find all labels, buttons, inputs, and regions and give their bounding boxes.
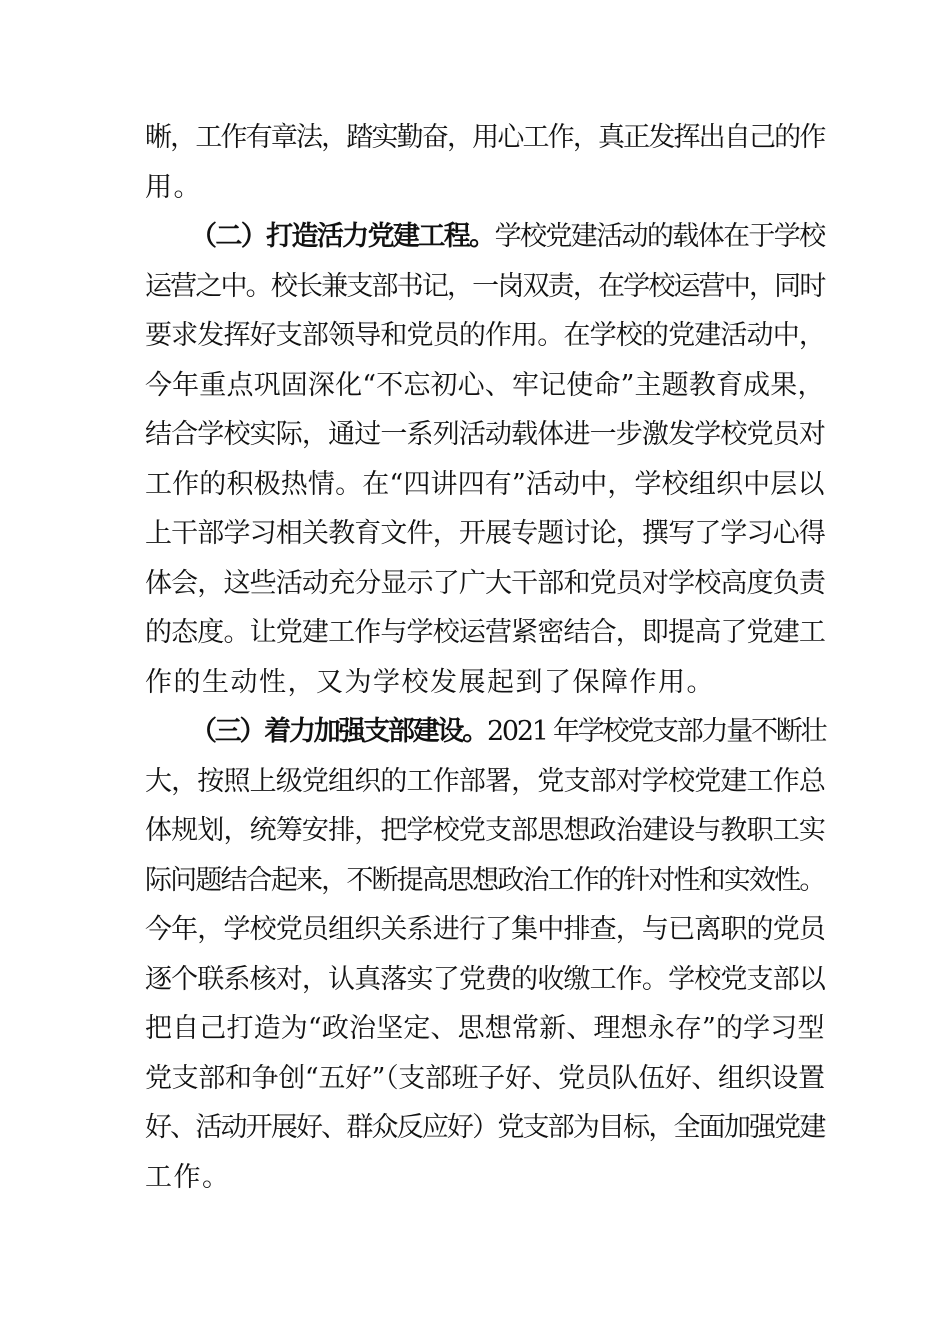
text-line: [145, 615, 825, 651]
body-text: 今年，学校党员组织关系进行了集中排查，与已离职的党员: [145, 914, 825, 945]
text-line: [145, 318, 825, 354]
text-line: [145, 1061, 825, 1097]
section-heading: （二）打造活力党建工程。: [190, 221, 495, 252]
body-text: 2021 年学校党支部力量不断壮: [487, 716, 826, 747]
body-text: 的态度。让党建工作与学校运营紧密结合，即提高了党建工: [145, 617, 825, 648]
text-line: [145, 912, 825, 948]
body-text: 学校党建活动的载体在于学校: [494, 221, 825, 252]
text-line: [145, 1011, 825, 1047]
text-line: [145, 120, 825, 156]
text-line: [145, 566, 825, 602]
text-line: [145, 170, 825, 206]
body-text: 要求发挥好支部领导和党员的作用。在学校的党建活动中，: [145, 320, 825, 351]
body-text: 体会，这些活动充分显示了广大干部和党员对学校高度负责: [145, 567, 825, 599]
text-line: [145, 269, 825, 305]
body-text: 党支部和争创“五好”（支部班子好、党员队伍好、组织设置: [145, 1062, 825, 1094]
text-line: [145, 813, 825, 849]
text-line: [145, 962, 825, 998]
text-line: [145, 467, 825, 503]
text-line: [145, 665, 825, 701]
text-line: [145, 863, 825, 899]
body-text: 好、活动开展好、群众反应好）党支部为目标，全面加强党建: [145, 1112, 825, 1143]
body-text: 工作。: [145, 1161, 231, 1193]
text-line: [145, 516, 825, 552]
body-text: 结合学校实际，通过一系列活动载体进一步激发学校党员对: [145, 419, 825, 450]
body-text: 晰，工作有章法，踏实勤奋，用心工作，真正发挥出自己的作: [145, 122, 825, 153]
body-text: 作的生动性，又为学校发展起到了保障作用。: [145, 666, 715, 698]
text-line: [145, 417, 825, 453]
body-text: 体规划，统筹安排，把学校党支部思想政治建设与教职工实: [145, 815, 825, 846]
body-text: 用。: [145, 171, 202, 203]
body-text: 上干部学习相关教育文件，开展专题讨论，撰写了学习心得: [145, 518, 825, 549]
body-text: 大，按照上级党组织的工作部署，党支部对学校党建工作总: [145, 765, 825, 797]
body-text: 逐个联系核对，认真落实了党费的收缴工作。学校党支部以: [145, 963, 825, 995]
text-line: [145, 368, 825, 404]
body-text: 今年重点巩固深化“不忘初心、牢记使命”主题教育成果，: [145, 369, 825, 401]
body-text: 运营之中。校长兼支部书记，一岗双责，在学校运营中，同时: [145, 270, 825, 302]
text-line: [190, 219, 825, 255]
text-line: [145, 1110, 825, 1146]
text-line: [190, 714, 825, 750]
body-text: 际问题结合起来，不断提高思想政治工作的针对性和实效性。: [145, 864, 825, 896]
text-line: [145, 764, 825, 800]
text-line: [145, 1160, 825, 1196]
body-text: 把自己打造为“政治坚定、思想常新、理想永存”的学习型: [145, 1013, 825, 1044]
section-heading: （三）着力加强支部建设。: [190, 716, 487, 747]
body-text: 工作的积极热情。在“四讲四有”活动中，学校组织中层以: [145, 468, 825, 500]
